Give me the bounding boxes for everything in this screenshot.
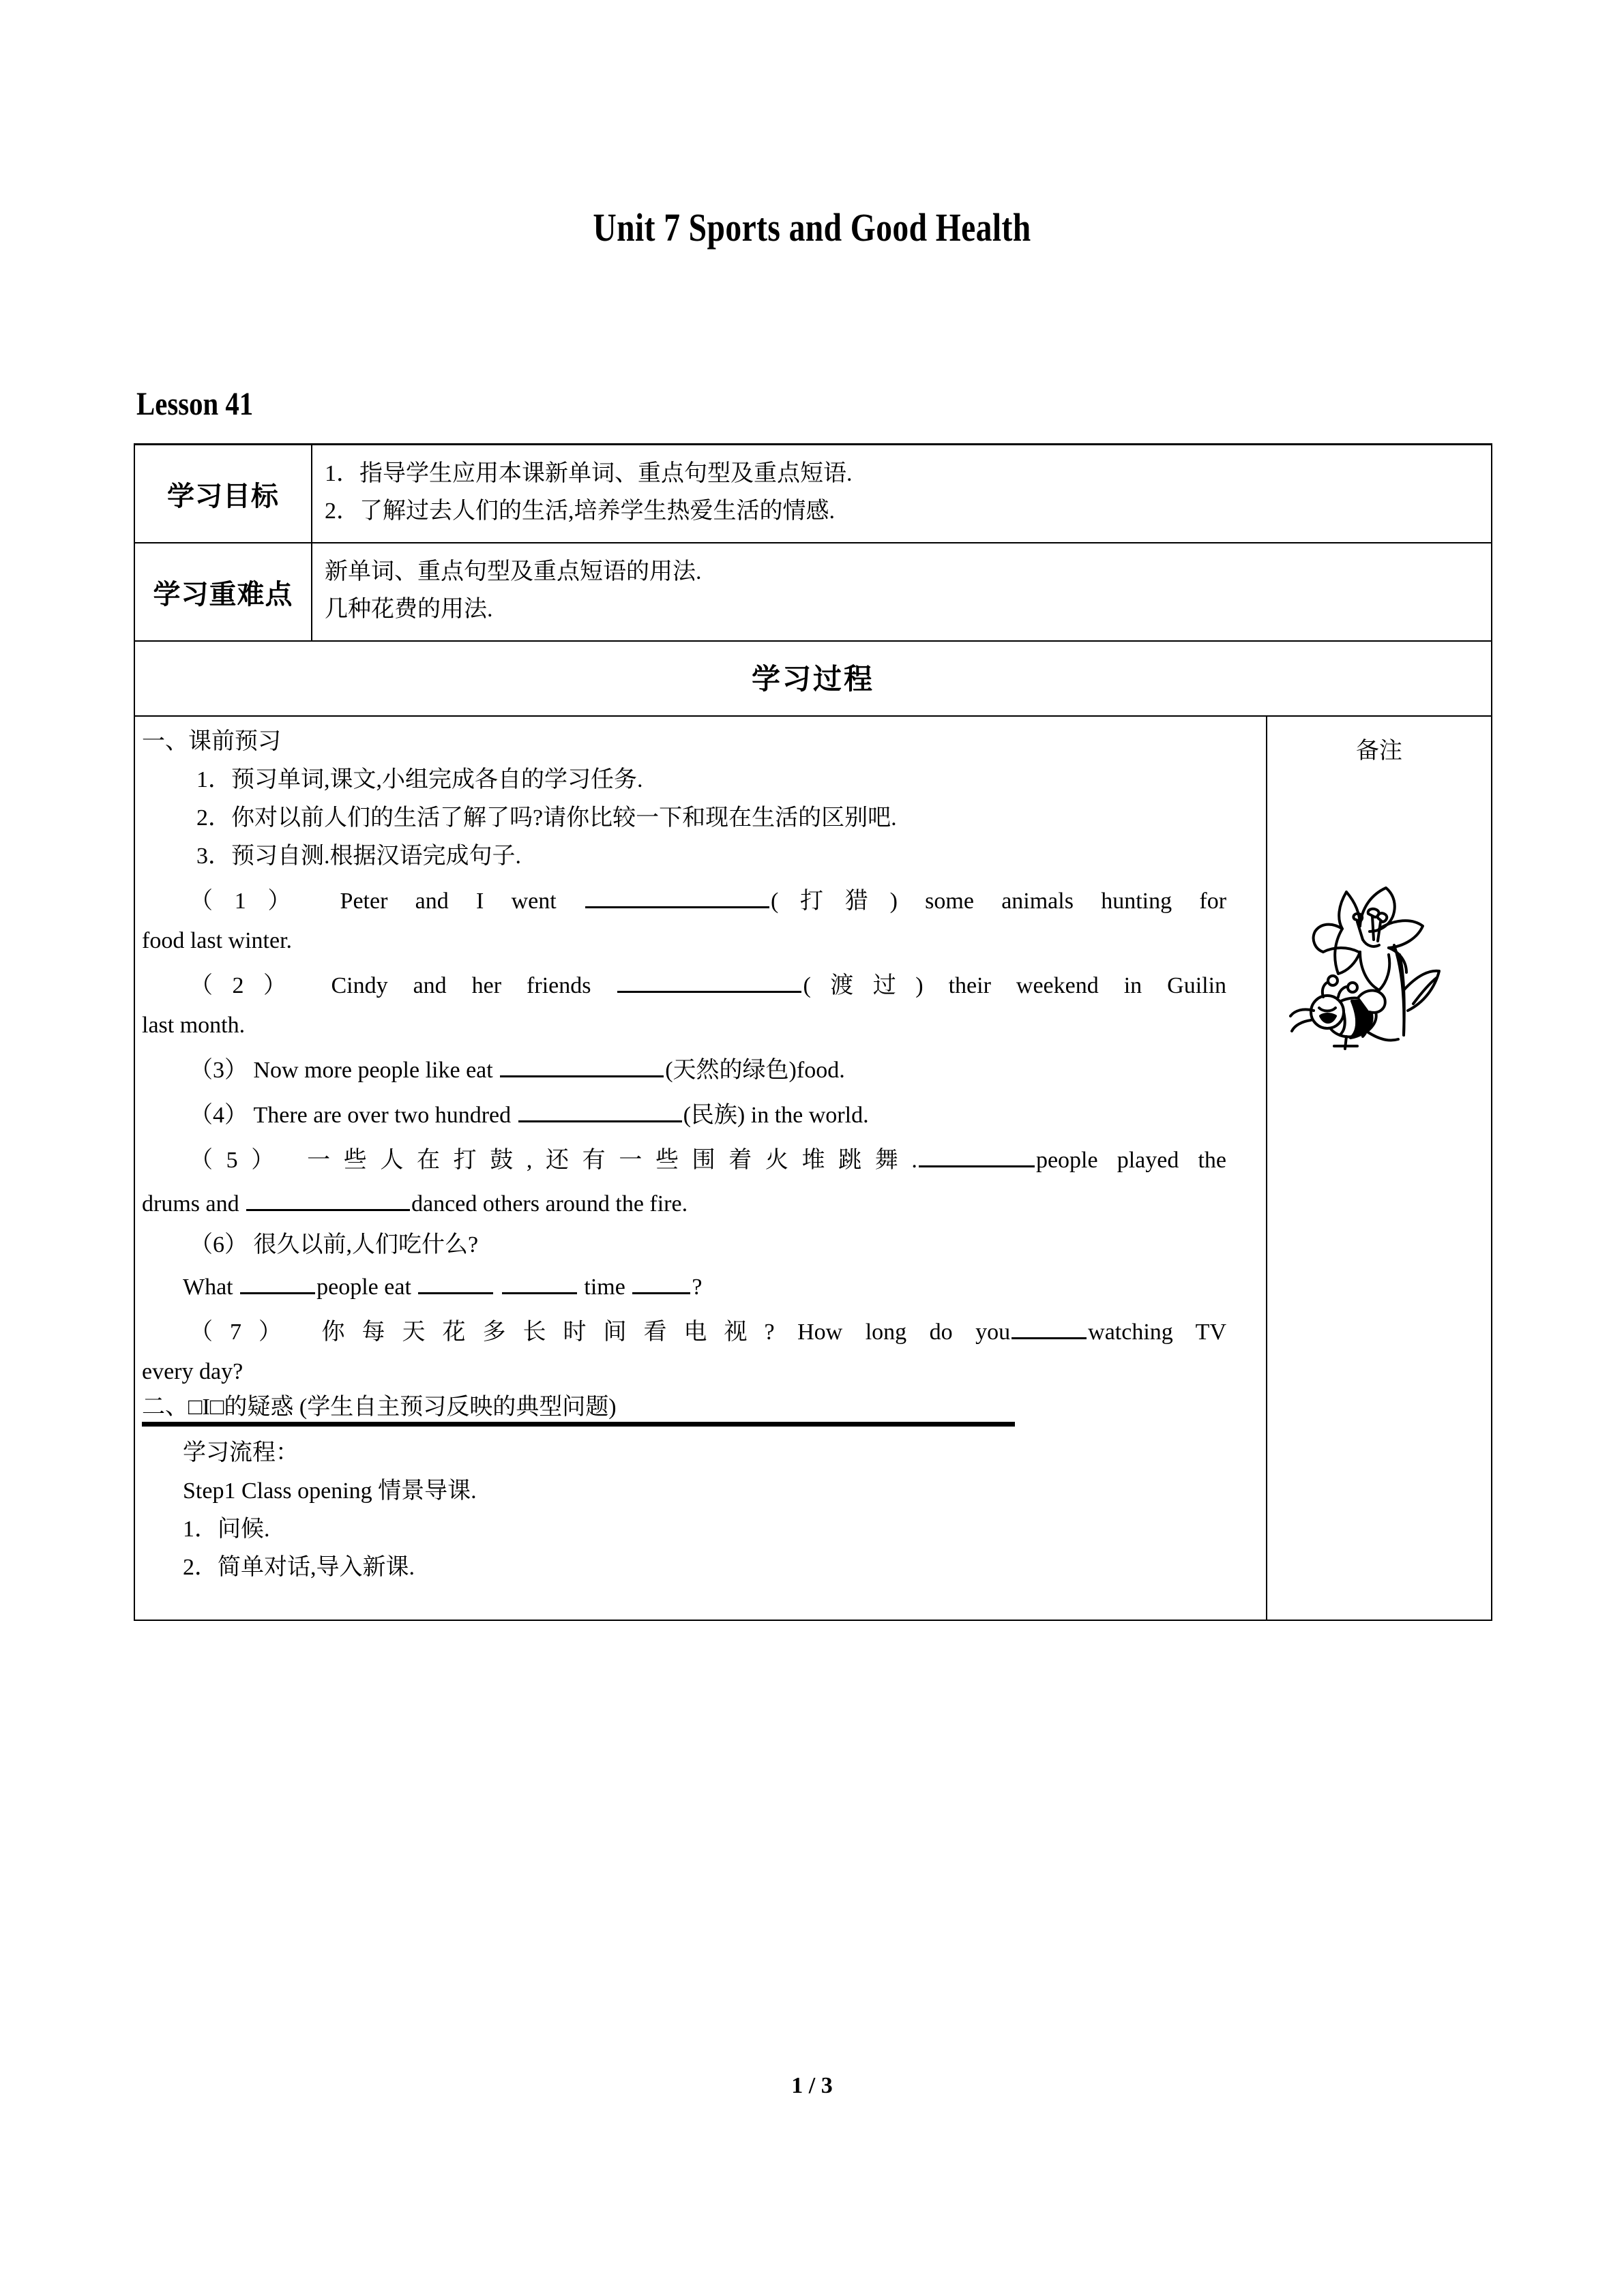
notes-column (1267, 716, 1492, 1620)
question-4 (142, 1100, 1226, 1127)
question-1-hint: (打猎) (770, 889, 898, 914)
page-title: Unit 7 Sports and Good Health (593, 205, 1031, 250)
question-5-blank[interactable] (919, 1145, 1035, 1167)
question-4-part2: in the world. (750, 1103, 869, 1129)
question-6-blank-2[interactable] (418, 1272, 493, 1294)
section-two-title: 二、□I□的疑惑 (学生自主预习反映的典型问题) (142, 1396, 1015, 1427)
prep-item-2: 2．你对以前人们的生活了解了吗?请你比较一下和现在生活的区别吧. (196, 805, 897, 831)
question-2-part2: their weekend in Guilin (948, 973, 1227, 999)
question-5-wrap (142, 1189, 1255, 1216)
question-4-part1: There are over two hundred (253, 1103, 512, 1129)
question-1-part2: some animals hunting for (925, 889, 1227, 914)
question-6-wrap-head: What (183, 1274, 233, 1300)
question-2 (142, 970, 1226, 998)
flow-block (142, 1442, 1255, 1579)
question-7-num: （7） (190, 1320, 299, 1345)
question-2-num: （2） (190, 973, 306, 999)
content-cell (134, 716, 1267, 1620)
question-7 (142, 1317, 1226, 1344)
question-5-num: （5） (190, 1148, 288, 1174)
question-1-part1: Peter and I went (340, 889, 557, 914)
lesson-label: Lesson 41 (136, 386, 254, 422)
question-3-part2: food. (796, 1058, 845, 1084)
question-5-wrap-tail: danced others around the fire. (411, 1191, 688, 1217)
question-5-blank-2[interactable] (246, 1189, 410, 1211)
objective-line-1: 1．指导学生应用本课新单词、重点句型及重点短语. (325, 461, 853, 486)
question-1 (142, 886, 1226, 913)
prep-item-3: 3．预习自测.根据汉语完成句子. (196, 844, 521, 869)
question-3-hint: (天然的绿色) (665, 1058, 797, 1084)
question-3-num: （3） (190, 1058, 248, 1084)
question-7-blank[interactable] (1012, 1317, 1087, 1339)
lily-flower-with-bee-icon (1284, 863, 1447, 1054)
table-row-keypoints (134, 543, 1492, 641)
question-3-blank[interactable] (500, 1055, 664, 1077)
keypoint-line-1: 新单词、重点句型及重点短语的用法. (325, 559, 702, 585)
question-5-part1: 一些人在打鼓,还有一些围着火堆跳舞. (307, 1148, 917, 1174)
question-1-num: （1） (190, 889, 313, 914)
prep-item-1: 1．预习单词,课文,小组完成各自的学习任务. (196, 767, 643, 793)
question-6-blank-4[interactable] (632, 1272, 690, 1294)
question-2-blank[interactable] (617, 970, 801, 993)
question-6-blank-3[interactable] (502, 1272, 577, 1294)
row-body-objectives (312, 445, 1492, 543)
question-1-blank[interactable] (585, 886, 769, 908)
question-3 (142, 1055, 1226, 1082)
question-5-part2: people played the (1035, 1148, 1227, 1174)
question-2-hint: (渡过) (803, 973, 924, 999)
question-6 (142, 1234, 1226, 1257)
row-label-keypoints: 学习重难点 (134, 543, 312, 641)
row-label-objectives: 学习目标 (134, 445, 312, 543)
question-6-mid-1: people eat (316, 1274, 411, 1300)
question-6-part1: 很久以前,人们吃什么? (253, 1232, 479, 1258)
question-1-wrap: food last winter. (142, 928, 293, 954)
flow-item-3: 2．简单对话,导入新课. (183, 1555, 415, 1581)
question-4-num: （4） (190, 1103, 248, 1129)
lesson-plan-table (134, 443, 1492, 1621)
question-5 (142, 1145, 1226, 1172)
question-7-part1: 你每天花多长时间看电视? How long do you (321, 1320, 1011, 1345)
question-3-part1: Now more people like eat (253, 1058, 493, 1084)
question-5-wrap-head: drums and (142, 1191, 239, 1217)
question-6-wrap-tail: ? (692, 1274, 703, 1300)
question-2-part1: Cindy and her friends (331, 973, 591, 999)
table-row-objectives (134, 445, 1492, 543)
question-6-mid-2: time (584, 1274, 625, 1300)
table-row-process-header (134, 641, 1492, 716)
question-4-blank[interactable] (518, 1100, 682, 1122)
question-2-wrap: last month. (142, 1013, 246, 1039)
row-body-keypoints (312, 543, 1492, 641)
table-row-content (134, 716, 1492, 1620)
page-footer: 1 / 3 (791, 2073, 833, 2098)
question-7-wrap: every day? (142, 1359, 243, 1385)
question-6-wrap (183, 1272, 1255, 1299)
question-6-blank-1[interactable] (240, 1272, 315, 1294)
flow-title: 学习流程： (183, 1440, 299, 1466)
flow-item-1: Step1 Class opening 情景导课. (183, 1478, 477, 1504)
question-6-num: （6） (190, 1232, 248, 1258)
section-one-title: 一、课前预习 (142, 729, 281, 755)
flow-item-2: 1．问候. (183, 1517, 270, 1542)
process-header-label: 学习过程 (134, 641, 1492, 716)
notes-column-header: 备注 (1356, 739, 1402, 764)
question-4-hint: (民族) (683, 1103, 745, 1129)
objective-line-2: 2．了解过去人们的生活,培养学生热爱生活的情感. (325, 498, 835, 524)
question-7-part2: watching TV (1088, 1320, 1226, 1345)
keypoint-line-2: 几种花费的用法. (325, 597, 493, 623)
